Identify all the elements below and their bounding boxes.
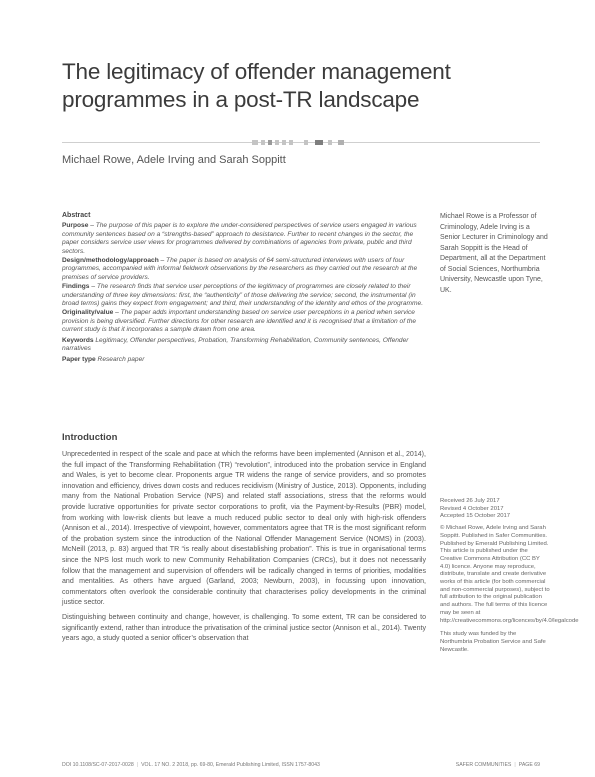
footer-doi: DOI 10.1108/SC-07-2017-0028 bbox=[62, 762, 134, 768]
abstract-purpose: Purpose – The purpose of this paper is to explore the under-considered perspectives of service users engaged in various community sentences based on a “strengths-based” approach to desistance. Further to recent changes in the sector, the paper considers service user views for programmes delivered by combinations of agencies from private, public and third sectors. bbox=[62, 222, 417, 255]
received-date: Received 26 July 2017 bbox=[440, 498, 500, 504]
abstract-paper-type: Paper type Research paper bbox=[62, 355, 145, 363]
abstract-design: Design/methodology/approach – The paper is based on analysis of 64 semi-structured interviews with users of four programmes, accompanied with informal fieldwork observations by the researchers as they carried out the research at the premises of service providers. bbox=[62, 257, 418, 281]
introduction-body bbox=[62, 450, 426, 649]
author-bio: Michael Rowe is a Professor of Criminology, Adele Irving is a Senior Lecturer in Criminology and Sarah Soppitt is the Head of Department, all at the Department of Social Sciences, Northumbria University, Newcastle upon Tyne, UK. bbox=[440, 213, 548, 294]
article-side-info bbox=[440, 498, 579, 654]
footer-volume: VOL. 17 NO. 2 2018, pp. 69-80, Emerald Publishing Limited, ISSN 1757-8043 bbox=[141, 762, 320, 768]
title-divider bbox=[62, 140, 540, 146]
footer-page: PAGE 69 bbox=[518, 762, 540, 768]
abstract bbox=[62, 212, 426, 365]
accepted-date: Accepted 15 October 2017 bbox=[440, 513, 511, 520]
introduction-paragraph: Distinguishing between continuity and change, however, is challenging. To some extent, TR can be considered to significantly extend, rather than introduce the privatisation of the criminal justice sector (Annison et al., 2014). Twenty years ago, a study quoted a senior officer’s observation that bbox=[62, 613, 426, 643]
footer-journal: SAFER COMMUNITIES bbox=[455, 762, 512, 768]
abstract-originality: Originality/value – The paper adds important understanding based on service user perceptions in a period when service provision is being diversified. Further directions for other research are identified and it is recognised that a limitation of the current study is that it incorporates a sample drawn from one area. bbox=[62, 309, 417, 334]
article-title: The legitimacy of offender management programmes in a post-TR landscape bbox=[62, 59, 451, 112]
page-footer: DOI 10.1108/SC-07-2017-0028 | VOL. 17 NO. 2 2018, pp. 69-80, Emerald Publishing Limited, ISSN 1757-8043 SAFER COMMUNITIES | PAGE 69 bbox=[62, 762, 540, 768]
introduction-paragraph: Unprecedented in respect of the scale and pace at which the reforms have been implemented (Annison et al., 2014), the full impact of the Transforming Rehabilitation (TR) “revolution”, introduced into the probation service in England and Wales, is yet to become clear. Proponents argue TR widens the range of service providers, and so promotes innovation and efficiency, drives down costs and reduces recidivism (Ministry of Justice, 2013). Opponents, including many from the National Probation Service (NPS) and related staff associations, stress that the reforms would provide lucrative opportunities for private sector corporations to profit, via the Payment-by-Results (PBR) model, from working with low-risk clients but leave a much reduced public sector to deal only with high-risk offenders (Annison et al., 2014). Irrespective of viewpoint, however, commentators agree that TR is the most significant reform of the probation system since the introduction of the National Offender Management Service (NOMS) in (2003). McNeill (2013, p. 83) argued that TR “is really about disestablishing probation”. This is true in organisational terms since the NPS lost much work to new Community Rehabilitation Companies (CRCs), but it does not necessarily follow that the management and supervision of offenders will be radically changed in terms of priorities, modalities and mentalities. As others have argued (Garland, 2003; Newburn, 2003), in focussing upon innovation, commentators often overlook the considerable continuity that characterises policy developments in the criminal justice sector. bbox=[62, 451, 426, 607]
revised-date: Revised 4 October 2017 bbox=[440, 505, 504, 512]
abstract-findings: Findings – The research finds that service user perceptions of the legitimacy of programmes are closely related to their understanding of three key dimensions: first, the “authenticity” of those delivering the service; second, the instrumental (in broad terms) gains they expect from engagement; and third, their understanding of the identity and ethos of the programme. bbox=[62, 283, 424, 308]
introduction-heading: Introduction bbox=[62, 432, 118, 443]
funding-note: This study was funded by the Northumbria Probation Service and Safe Newcastle. bbox=[440, 631, 546, 653]
article-dates bbox=[440, 498, 550, 521]
abstract-heading: Abstract bbox=[62, 212, 91, 219]
abstract-keywords: Keywords Legitimacy, Offender perspectives, Probation, Transforming Rehabilitation, Community sentences, Offender narratives bbox=[62, 336, 409, 353]
authors: Michael Rowe, Adele Irving and Sarah Soppitt bbox=[62, 154, 286, 166]
copyright-notice: © Michael Rowe, Adele Irving and Sarah Soppitt. Published in Safer Communities. Published by Emerald Publishing Limited. This article is published under the Creative Commons Attribution (CC BY 4.0) licence. Anyone may reproduce, distribute, translate and create derivative works of this article (for both commercial and non-commercial purposes), subject to full attribution to the original publication and authors. The full terms of this licence may be seen at http://creativecommons.org/licences/by/4.0/legalcode bbox=[440, 525, 579, 624]
